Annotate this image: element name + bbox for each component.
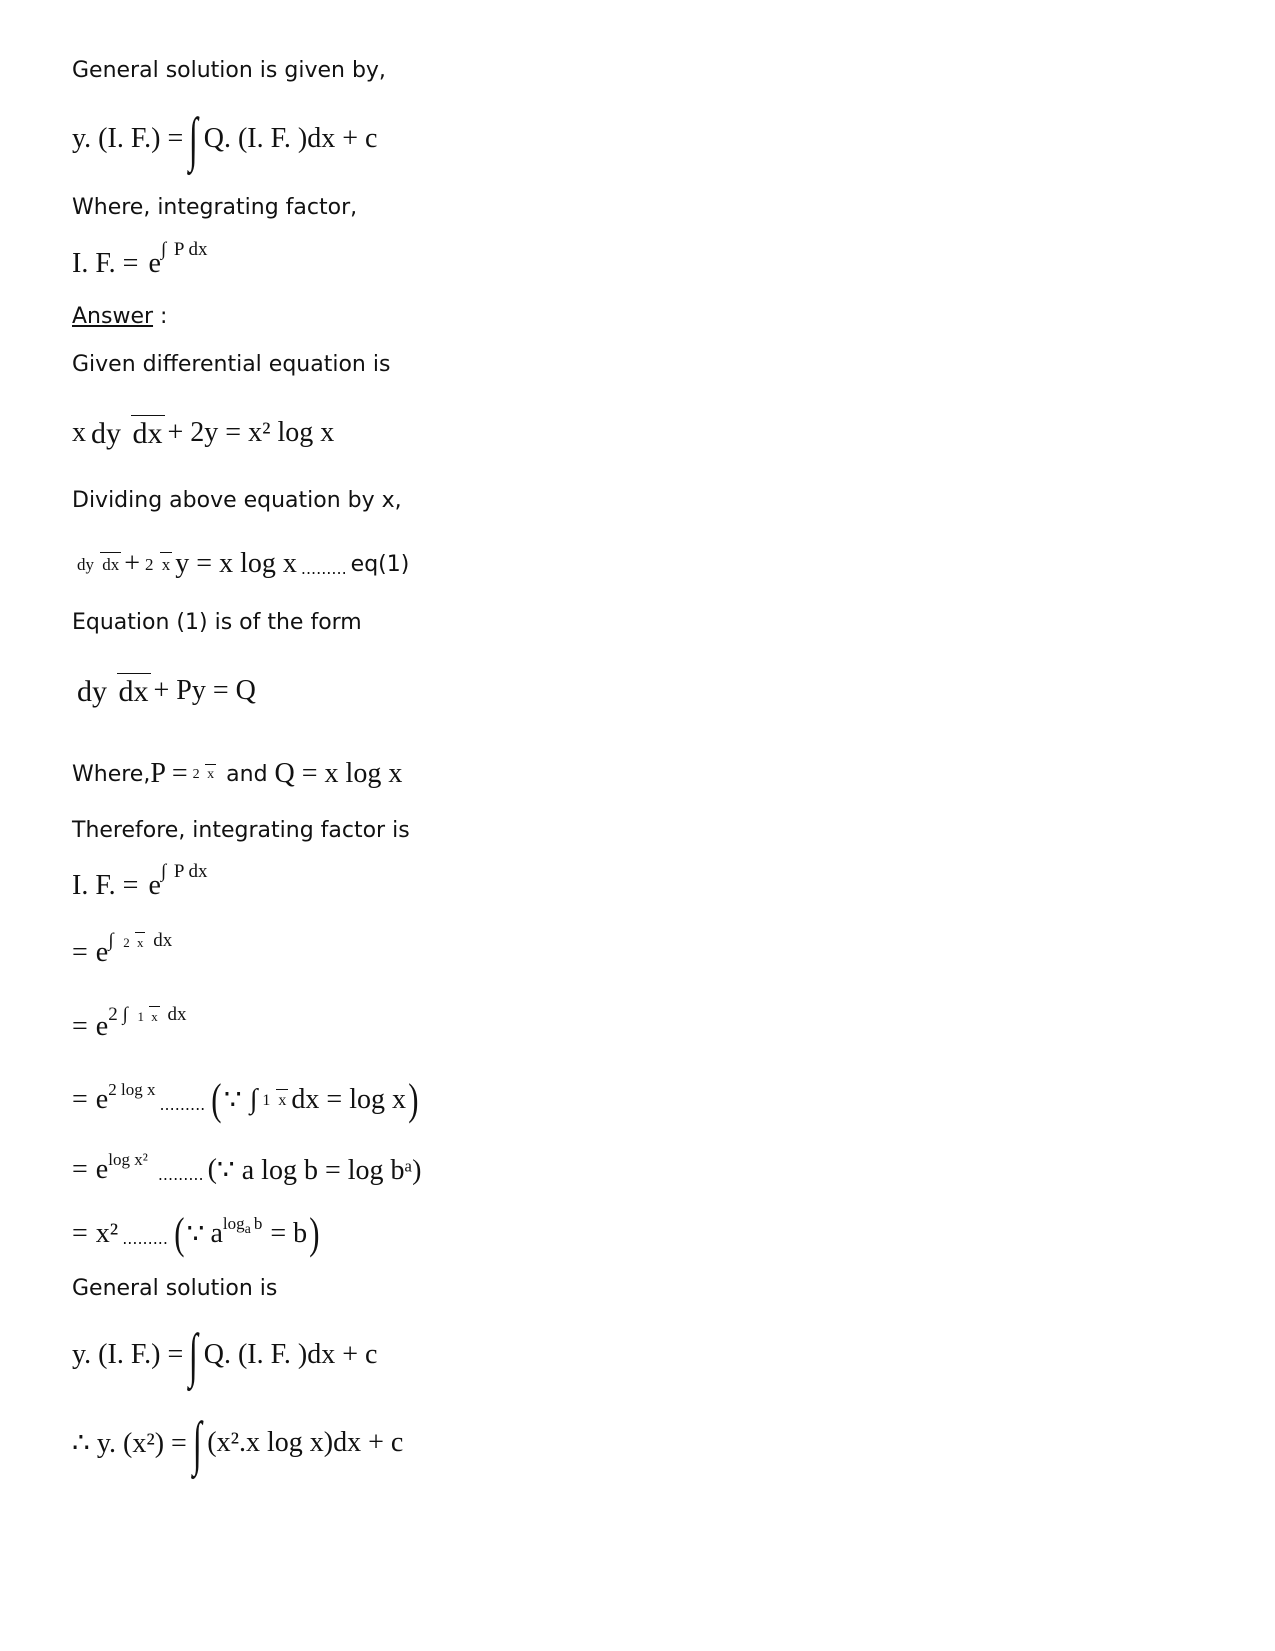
two-integral: 2 ∫ [108, 1004, 128, 1025]
equation-if-definition [72, 239, 208, 284]
if-lhs: I. F. = [72, 870, 139, 901]
eq-lhs: y. (I. F.) = [72, 1339, 184, 1370]
left-paren: ( [174, 1209, 185, 1258]
if-lhs: I. F. = [72, 248, 139, 279]
denominator: x [149, 1006, 160, 1023]
e-base: e [95, 1011, 109, 1042]
log-word: log [222, 1214, 245, 1233]
numerator: 2 [192, 766, 200, 782]
leader-dots: ......... [122, 1228, 168, 1248]
exponent [161, 861, 208, 883]
log-base: a [244, 1222, 251, 1237]
equation-final [72, 1408, 403, 1478]
denominator: dx [100, 552, 121, 573]
equation-if-step4 [72, 1072, 421, 1128]
fraction-dy-dx [89, 415, 165, 452]
exponent: log x² [108, 1150, 148, 1169]
eq-rhs: (x².x log x)dx + c [207, 1427, 404, 1458]
e-base: e [95, 1084, 109, 1115]
denominator: x [135, 932, 146, 949]
dx: dx [167, 1004, 187, 1025]
fraction-dy-dx [75, 552, 121, 576]
fraction-2-x [191, 764, 217, 785]
integral-sign: ∫ [188, 106, 199, 172]
text-given-equation: Given differential equation is [72, 352, 391, 377]
text-dividing: Dividing above equation by x, [72, 488, 402, 513]
equals: = [72, 1084, 88, 1115]
denominator: x [205, 764, 216, 782]
eq-lhs: ∴ y. (x²) = [72, 1428, 187, 1459]
p-eq: P = [150, 758, 188, 789]
because-symbol: ∵ [186, 1219, 205, 1250]
equals: = [72, 1154, 88, 1185]
denominator: x [276, 1089, 288, 1109]
numerator: 1 [262, 1091, 271, 1109]
fraction-1-x [260, 1089, 288, 1112]
equation-rest: + Py = Q [153, 675, 256, 706]
numerator: 1 [137, 1008, 144, 1024]
leader-dots: ......... [157, 1164, 204, 1184]
identity-rest: ∵ a log b = log bᵃ) [216, 1155, 422, 1186]
equals: = [72, 937, 88, 968]
integral-sign: ∫ [108, 930, 114, 951]
text-general-solution-intro: General solution is given by, [72, 58, 386, 83]
text-therefore-if: Therefore, integrating factor is [72, 818, 410, 843]
numerator: dy [91, 416, 121, 450]
identity-rest: dx = log x [291, 1084, 406, 1115]
numerator: dy [77, 555, 94, 574]
equation-if-result [72, 1208, 322, 1260]
fraction-1-x [135, 1006, 159, 1026]
numerator: 2 [145, 555, 154, 574]
equation-1 [72, 536, 409, 592]
denominator: dx [132, 416, 163, 450]
integral-sign: ∫ [160, 861, 167, 882]
plus-sign: + [124, 548, 141, 579]
equation-tag: eq(1) [350, 551, 410, 577]
x-squared: x² [95, 1218, 119, 1249]
text-general-solution: General solution is [72, 1276, 278, 1301]
identity-rest: = b [270, 1218, 308, 1249]
leader-dots: ......... [159, 1094, 206, 1114]
exponent [108, 930, 172, 952]
equals: = [72, 1218, 88, 1249]
q-eq: Q = x log x [274, 758, 403, 789]
integral-sign: ∫ [188, 1322, 199, 1388]
e-base: e [148, 248, 161, 279]
equation-rest: y = x log x [175, 548, 297, 579]
right-paren: ) [408, 1075, 419, 1124]
where-prefix: Where, [72, 761, 151, 787]
exponent [108, 1004, 186, 1026]
equation-if-step2 [72, 928, 172, 978]
fraction-dy-dx [75, 673, 151, 710]
exponent [222, 1214, 263, 1237]
integral-sign: ∫ [192, 1410, 202, 1476]
dx: dx [153, 930, 173, 951]
text-where-if: Where, integrating factor, [72, 195, 358, 220]
fraction-2-x [121, 932, 145, 952]
equation-if-step3 [72, 1002, 186, 1052]
equation-general-solution-2 [72, 1320, 377, 1390]
numerator: dy [77, 674, 107, 708]
exponent-text: P dx [173, 239, 208, 260]
answer-label: Answer [72, 304, 154, 329]
denominator: dx [118, 674, 149, 708]
equation-if-step5 [72, 1148, 422, 1192]
eq-rhs: Q. (I. F. )dx + c [203, 1339, 378, 1370]
log-arg: b [253, 1214, 263, 1233]
answer-colon: : [153, 304, 168, 329]
x-coefficient: x [72, 417, 86, 448]
integral-sign: ∫ [249, 1084, 258, 1115]
because-symbol: ∵ [223, 1085, 242, 1116]
exponent: 2 log x [108, 1080, 156, 1099]
eq-lhs: y. (I. F.) = [72, 123, 184, 154]
a-base: a [210, 1218, 223, 1249]
equation-general-solution [72, 104, 377, 174]
text-form: Equation (1) is of the form [72, 610, 362, 635]
e-base: e [148, 870, 161, 901]
equation-standard-form [72, 656, 256, 726]
integral-sign: ∫ [160, 239, 167, 260]
fraction-2-x [143, 552, 172, 576]
answer-heading [72, 304, 167, 329]
left-paren: ( [211, 1075, 222, 1124]
leader-dots: ......... [300, 558, 347, 578]
exponent-text: P dx [173, 861, 208, 882]
equation-rest: + 2y = x² log x [167, 417, 335, 448]
exponent [161, 239, 208, 261]
denominator: x [160, 552, 173, 573]
and-word: and [219, 761, 275, 787]
e-base: e [95, 1154, 109, 1185]
equation-p-q [72, 748, 402, 800]
right-paren: ) [309, 1209, 320, 1258]
equals: = [72, 1011, 88, 1042]
left-paren: ( [207, 1154, 217, 1185]
eq-rhs: Q. (I. F. )dx + c [203, 123, 378, 154]
e-base: e [95, 937, 109, 968]
numerator: 2 [123, 934, 130, 950]
equation-given [72, 398, 334, 468]
equation-if-step1 [72, 861, 208, 906]
